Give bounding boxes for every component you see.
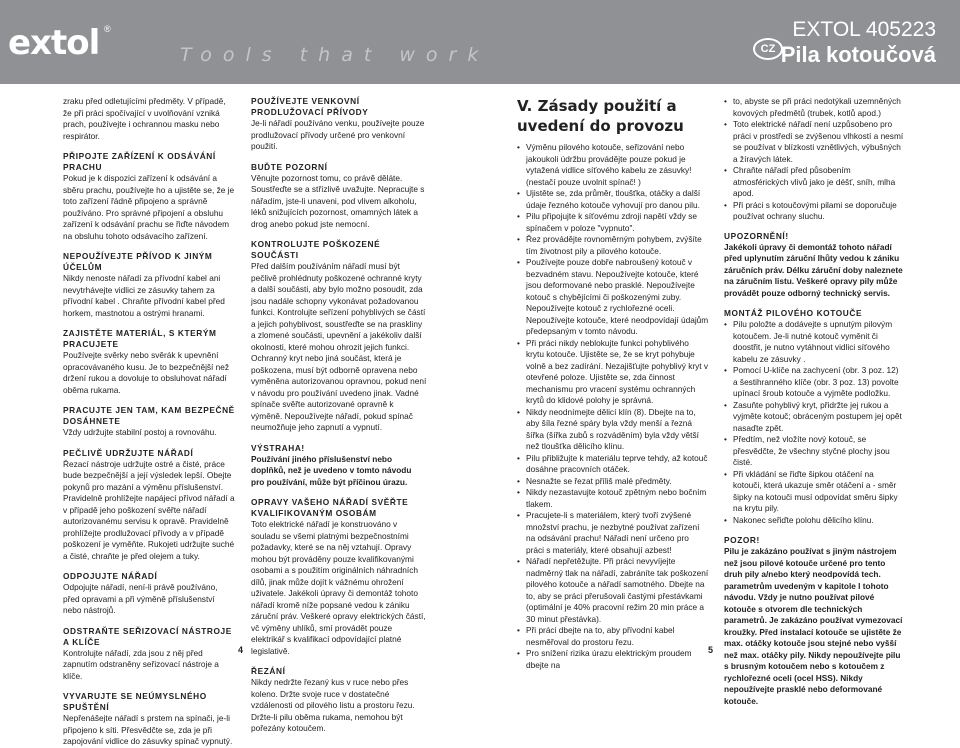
- mount-heading: MONTÁŽ PILOVÉHO KOTOUČE: [724, 308, 863, 318]
- section-text: Odpojujte nářadí, není-li právě používáno, před opravami a při výměně příslušenství nebo nástrojů.: [63, 582, 218, 615]
- product-title: Pila kotoučová: [780, 42, 936, 67]
- section-text: Toto elektrické nářadí je konstruováno v souladu se všemi platnými bezpečnostními požadavky, které se na něj vztahují. Opravy mohou být prováděny pouze kvalifikovanými osobami a s použitím originálních náhradních dílů, jinak může dojít k vážnému ohrožení uživatele. Jakékoli úpravy či demontáž tohoto nářadí kromě níže popsané vedou k zániku záruční práv. Veškeré opravy elektrických částí, vč výměny uhlíků, smí provádět pouze elektrikář s kvalifikací odpovídající platné legislativě.: [251, 519, 426, 656]
- page-header: [0, 0, 960, 84]
- list-item: • to, abyste se při práci nedotýkali uzemněných kovových předmětů (trubek, kotlů apod.): [724, 96, 904, 119]
- list-item: • Nikdy neodnímejte dělicí klín (8). Dbejte na to, aby šíla řezné spáry byla vždy menší a řezná šířka (šířka zubů s rozváděním) byla vždy větší než tloušťka dělicího klínu.: [517, 407, 709, 453]
- list-item: • Pilu připojujte k síťovému zdroji napětí vždy se spínačem v poloze "vypnuto".: [517, 211, 709, 234]
- registered-mark: ®: [104, 24, 111, 34]
- list-item: • Zasuňte pohyblivý kryt, přidržte jej rukou a vyjměte kotouč; obráceným postupem jej opět nasaďte zpět.: [724, 400, 904, 435]
- section-heading: KONTROLUJTE POŠKOZENÉ SOUČÁSTI: [251, 239, 381, 260]
- intro-text: zraku před odletujícími předměty. V případě, že při práci spočívající v uvolňování vzniká prach, používejte i ochrannou masku nebo respirátor.: [63, 96, 226, 141]
- section-heading: PRACUJTE JEN TAM, KAM BEZPEČNĚ DOSÁHNETE: [63, 405, 235, 426]
- section-text: Pokud je k dispozici zařízení k odsávání a sběru prachu, používejte ho a ujistěte se, že je toto zařízení řádně připojeno a správně používáno. Pro správné připojení a obsluhu zařízení k odsávání prachu se řiďte návodem na obsluhu tohoto odsávacího zařízení.: [63, 173, 235, 241]
- list-item: • Výměnu pilového kotouče, seřizování nebo jakoukoli údržbu provádějte pouze pokud je vytažená vidlice síťového kabelu ze zásuvky!(nestačí pouze uvolnit spínač! ): [517, 142, 709, 188]
- section-text: Kontrolujte nářadí, zda jsou z něj před zapnutím odstraněny seřizovací nástroje a klíče.: [63, 647, 219, 681]
- section-heading: ŘEZÁNÍ: [251, 666, 286, 676]
- right-page-column-1: [517, 96, 709, 671]
- right-page-column-2: [724, 96, 904, 707]
- section-heading: ZAJISTĚTE MATERIÁL, S KTERÝM PRACUJETE: [63, 328, 217, 349]
- left-page-column-1: [63, 96, 235, 748]
- section-text: Používejte svěrky nebo svěrák k upevnění opracovávaného kusu. Je to bezpečnější než držení rukou a dovoluje to obsluhovat nářadí oběma rukama.: [63, 350, 230, 395]
- list-item: • Nikdy nezastavujte kotouč zpětným nebo bočním tlakem.: [517, 487, 709, 510]
- list-item: • Nesnažte se řezat příliš malé předměty.: [517, 476, 709, 488]
- list-item: • Pro snížení rizika úrazu elektrickým proudem dbejte na: [517, 648, 709, 671]
- tagline: Tools that work: [180, 44, 490, 66]
- list-item: • Nářadí nepřetěžujte. Při práci nevyvíjejte nadměrný tlak na nářadí, zabráníte tak poškození pilového kotouče a nářadí samotného. Dbejte na to, aby se práci přerušovali častými přestávkami (optimální je 40% pracovní režim 20 min práce a 30 minut přestávka).: [517, 556, 709, 625]
- section-text: Věnujte pozornost tomu, co právě děláte. Soustřeďte se a střízlivě uvažujte. Nepracujte s nářadím, jste-li unaveni, pod vlivem alkoholu, léků snižujících pozornost, omamných látek a drog anebo pokud jste nemocní.: [251, 172, 425, 229]
- section-heading: VÝSTRAHA!: [251, 442, 305, 453]
- model-number: EXTOL 405223: [792, 18, 936, 41]
- list-item: • Předtím, než vložíte nový kotouč, se přesvědčte, že všechny styčné plochy jsou čisté.: [724, 434, 904, 469]
- left-page-column-2: [251, 96, 427, 735]
- list-item: • Ujistěte se, zda průměr, tloušťka, otáčky a další údaje řezného kotouče vyhovují pro danou pilu.: [517, 188, 709, 211]
- pozor-heading: POZOR!: [724, 535, 760, 545]
- mount-list: [724, 319, 904, 526]
- list-item: • Toto elektrické nářadí není uzpůsobeno pro práci v prostředí se zvýšenou vlhkostí a nesmí se používat v blízkosti vznětlivých, výbušných a žíravých látek.: [724, 119, 904, 165]
- warning-text: Jakékoli úpravy či demontáž tohoto nářadí před uplynutím záruční lhůty vedou k zániku záručních práv. Délku záruční doby naleznete na záručním listu. Veškeré opravy pily může provádět pouze odborný technický servis.: [724, 241, 903, 298]
- section-text: Je-li nářadí používáno venku, používejte pouze prodlužovací přívody určené pro venkovní použití.: [251, 118, 425, 151]
- section-heading: PŘIPOJTE ZAŘÍZENÍ K ODSÁVÁNÍ PRACHU: [63, 151, 216, 172]
- warning-heading: UPOZORNĚNÍ!: [724, 230, 789, 241]
- section-heading: ODSTRAŇTE SEŘIZOVACÍ NÁSTROJE A KLÍČE: [63, 625, 232, 647]
- page-number-right: 5: [708, 645, 714, 655]
- section-text: Nikdy nenoste nářadí za přívodní kabel ani nevytrhávejte vidlici ze zásuvky tahem za přívodní kabel . Chraňte přívodní kabel před horkem, mastnotou a ostrými hranami.: [63, 273, 225, 318]
- list-item: • Pomocí U-klíče na zachycení (obr. 3 poz. 12) a šestihranného klíče (obr. 3 poz. 13) povolte upínací šroub kotouče a vyjměte podložku.: [724, 365, 904, 400]
- pozor-text: Pilu je zakázáno používat s jiným nástrojem než jsou pilové kotouče určené pro tento druh pily a/nebo který neodpovídá tech. parametrům uvedeným v kapitole I tohoto návodu. Vždy je nutno používat pilové kotouče s otvorem dle technických parametrů. Je zakázáno používat vymezovací kroužky. Před instalací kotouče se ujistěte že max. otáčky kotouče jsou stejné nebo vyšší než max. otáčky pily. Nikdy nepoužívejte pilu s brusným kotoučem nebo s kotoučem z rychlořezné oceli (ocel HSS). Nikdy nepoužívejte prasklé nebo deformované kotouče.: [724, 546, 903, 706]
- list-item: • Při práci dbejte na to, aby přívodní kabel nesměřoval do prostoru řezu.: [517, 625, 709, 648]
- section-heading: ODPOJUJTE NÁŘADÍ: [63, 571, 158, 581]
- list-item: • Používejte pouze dobře nabroušený kotouč v bezvadném stavu. Nepoužívejte kotouče, které jsou deformované nebo prasklé. Nepoužívejte kotouč s chybějícími či poškozenými zuby. Nepoužívejte kotouč z rychlořezné oceli. Nepoužívejte kotouče, které neodpovídají údajům předepsaným v tomto návodu.: [517, 257, 709, 338]
- list-item: • Chraňte nářadí před působením atmosférických vlivů jako je déšť, sníh, mlha apod.: [724, 165, 904, 200]
- section-heading: NEPOUŽÍVEJTE PŘÍVOD K JINÝM ÚČELŮM: [63, 251, 213, 272]
- logo-wordmark: extol: [8, 23, 100, 63]
- list-item: • Řez provádějte rovnoměrným pohybem, zvýšíte tím životnost pily a pilového kotouče.: [517, 234, 709, 257]
- section-text: Před dalším používáním nářadí musí být pečlivě prohlédnuty poškozené ochranné kryty a další součásti, aby bylo možno posoudit, zda jsou nadále schopny vykonávat požadovanou funkci. Kontrolujte seřízení pohyblivých se částí a jejich pohyblivost, soustřeďte se na praskliny a zlomené součásti, upevnění a jakékoliv další okolnosti, které mohou ohrozit jejich funkci. Ochranný kryt nebo jiná součást, která je poškozena, musí být odborně opravena nebo vyměněna autorizovanou opravnou, pokud není v návodu pro používání uvedeno jinak. Vadné spínače svěřte autorizované opravně k výměně. Nepoužívejte nářadí, pokud spínač neumožňuje jeho zapnutí a vypnutí.: [251, 261, 427, 432]
- usage-list: [517, 142, 709, 671]
- section-text: Vždy udržujte stabilní postoj a rovnováhu.: [63, 427, 217, 437]
- section-heading: POUŽÍVEJTE VENKOVNÍ PRODLUŽOVACÍ PŘÍVODY: [251, 96, 369, 117]
- list-item: • Při práci nikdy neblokujte funkci pohyblivého krytu kotouče. Ujistěte se, že se kryt pohybuje volně a bez zadírání. Nezajišťujte pohyblivý kryt v otevřené poloze. Ujistěte se, zda činnost mechanismu pro vracení systému ochranných krytů do klidové polohy je správná.: [517, 338, 709, 407]
- section-heading: BUĎTE POZORNÍ: [251, 161, 328, 172]
- section-heading: OPRAVY VAŠEHO NÁŘADÍ SVĚŘTE KVALIFIKOVANÝM OSOBÁM: [251, 497, 409, 518]
- usage-list-continued: [724, 96, 904, 223]
- list-item: • Nakonec seřiďte polohu dělicího klínu.: [724, 515, 904, 527]
- section-title: V. Zásady použití a uvedení do provozu: [517, 97, 684, 135]
- list-item: • Pilu přibližujte k materiálu teprve tehdy, až kotouč dosáhne pracovních otáček.: [517, 453, 709, 476]
- section-text: Nepřenášejte nářadí s prstem na spínači, je-li připojeno k síti. Přesvědčte se, zda je při zapojování vidlice do zásuvky spínač vypnutý.: [63, 713, 233, 746]
- list-item: • Pracujete-li s materiálem, který tvoří zvýšené množství prachu, je nezbytné používat zařízení na odsávání prachu! Nářadí není určeno pro práci s materiály, které obsahují azbest!: [517, 510, 709, 556]
- section-text: Používání jiného příslušenství nebo doplňků, než je uvedeno v tomto návodu pro používání, může být příčinou úrazu.: [251, 453, 412, 487]
- section-text: Nikdy nedržte řezaný kus v ruce nebo přes koleno. Držte svoje ruce v dostatečné vzdálenosti od pilového listu a prostoru řezu. Držte-li pilu oběma rukama, nemohou být pořezány kotoučem.: [251, 677, 415, 733]
- list-item: • Pilu položte a dodávejte s upnutým pilovým kotoučem. Je-li nutné kotouč vyměnit či doostřit, je nutno vytáhnout vidlici síťového kabelu ze zásuvky .: [724, 319, 904, 365]
- extol-logo: [8, 22, 110, 64]
- language-badge: CZ: [753, 38, 783, 60]
- section-heading: VYVARUJTE SE NEÚMYSLNÉHO SPUŠTĚNÍ: [63, 691, 207, 712]
- section-heading: PEČLIVĚ UDRŽUJTE NÁŘADÍ: [63, 447, 194, 458]
- list-item: • Při vkládání se řiďte šipkou otáčení na kotouči, která ukazuje směr otáčení a - směr šipky na kotouči musí odpovídat směru šipky na krytu pily.: [724, 469, 904, 515]
- list-item: • Při práci s kotoučovými pilami se doporučuje používat ochrany sluchu.: [724, 200, 904, 223]
- section-text: Řezací nástroje udržujte ostré a čisté, práce bude bezpečnější a její výsledek lepší. Obejte pokynů pro mazání a výměnu příslušenství. Pravidelně prohlížejte napájecí přívod nářadí a v případě jeho poškození svěřte nářadí autorizovanému servisu k opravě. Pravidelně prohlížejte prodlužovací přívody a v případě poškození je vyměňte. Rukojeti udržujte suché a čisté, chraňte je před olejem a tuky.: [63, 458, 235, 561]
- page-number-left: 4: [238, 645, 244, 655]
